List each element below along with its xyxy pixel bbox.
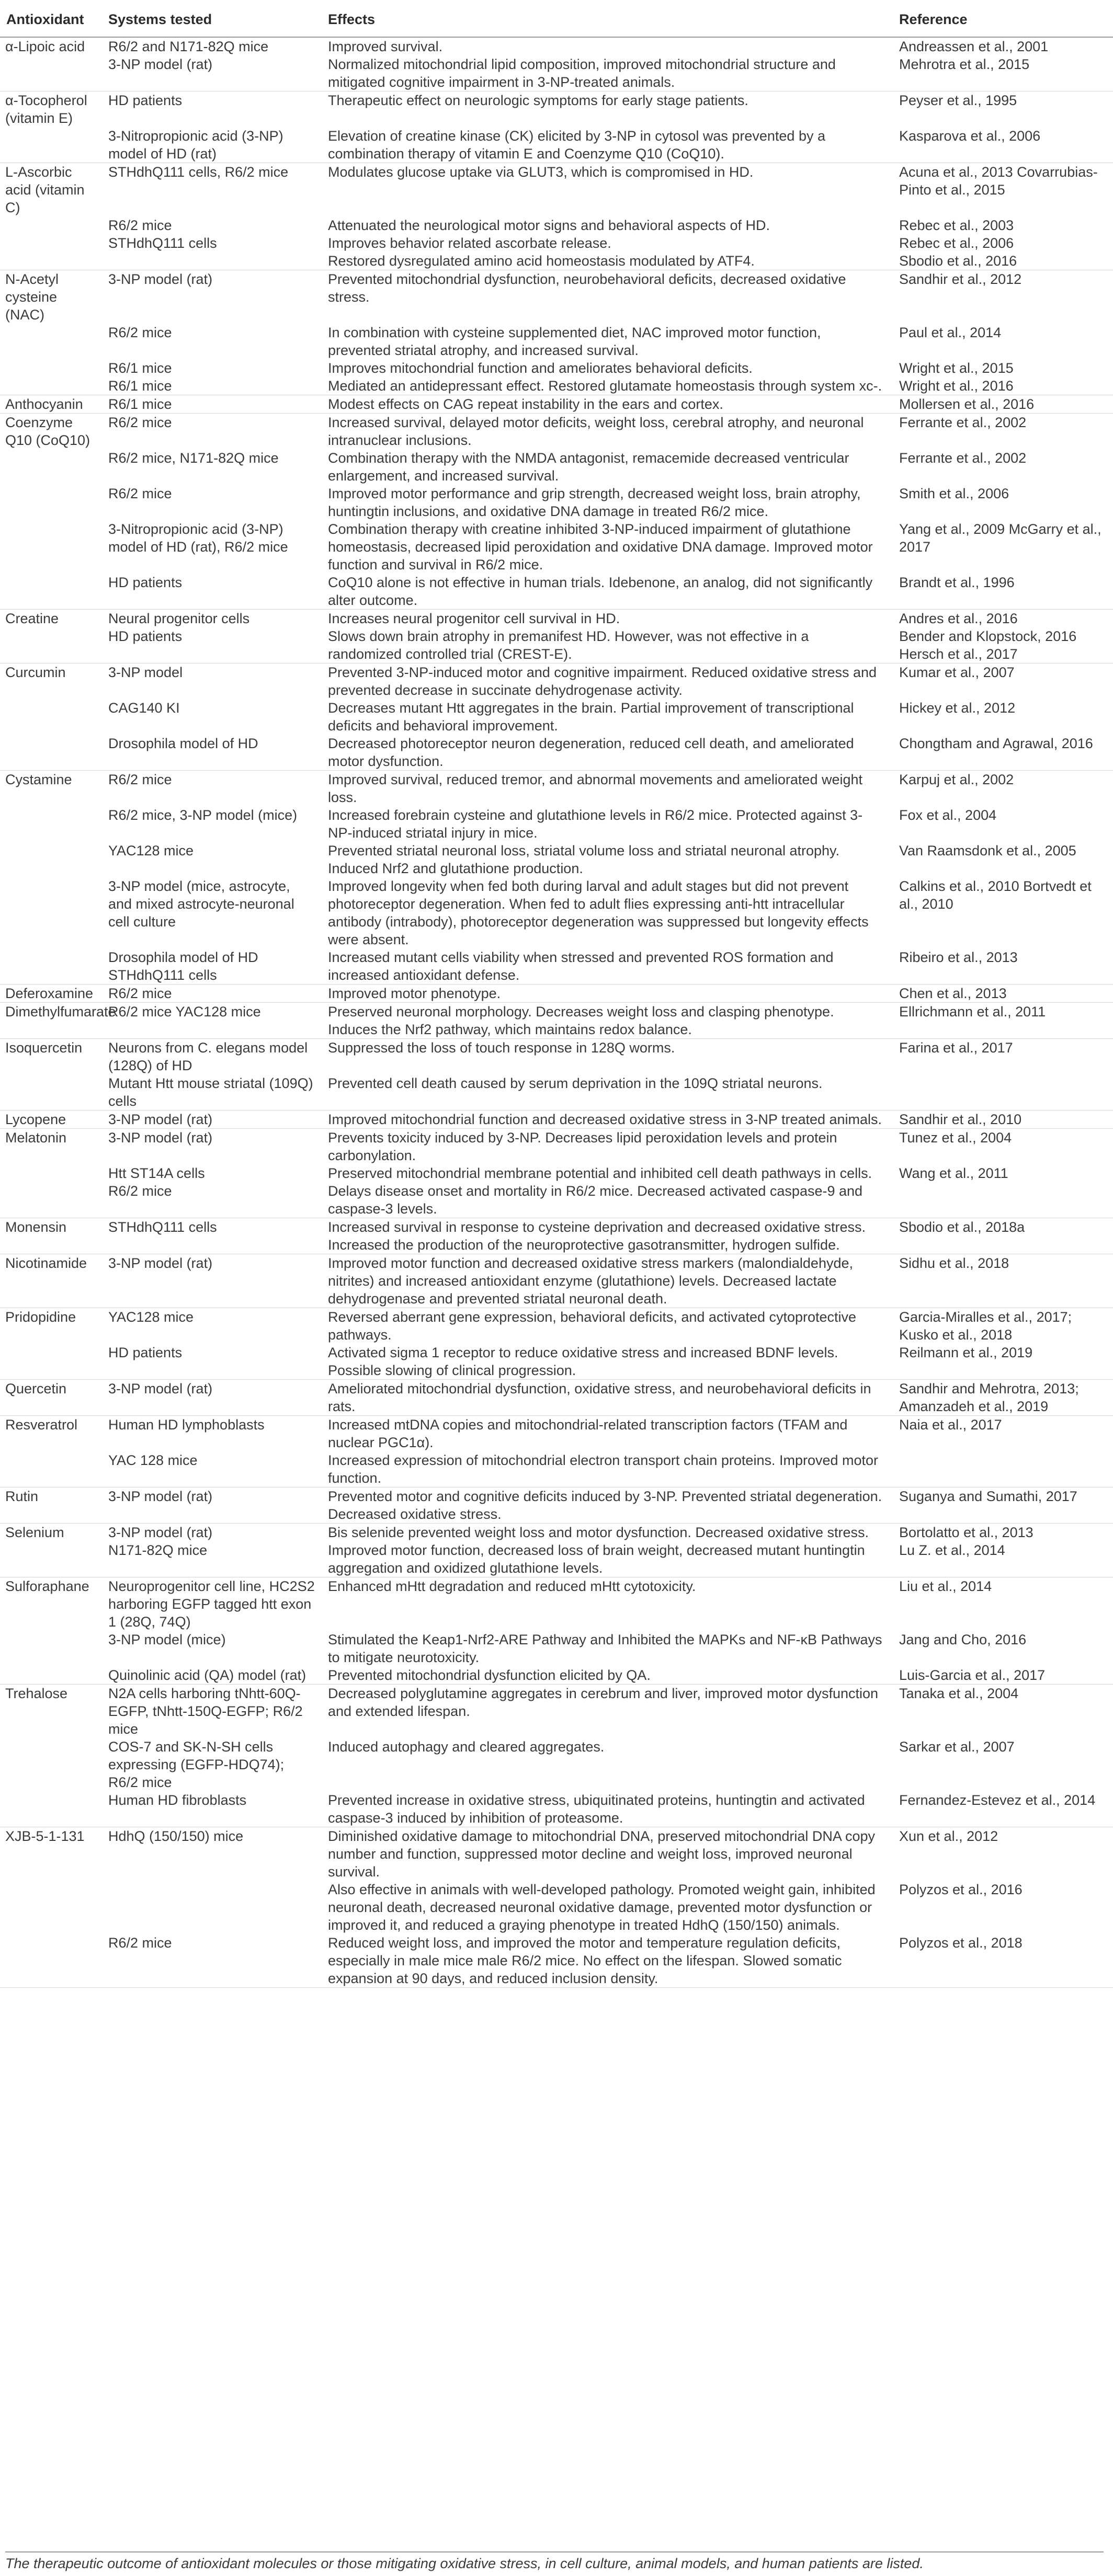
antioxidant-cell [0,1934,102,1988]
effects-cell: Reversed aberrant gene expression, behavioral deficits, and activated cytoprotective pathways. [328,1309,857,1343]
effects-cell: Decreased photoreceptor neuron degeneration, reduced cell death, and ameliorated motor dysfunction. [322,735,893,771]
effects-cell: Suppressed the loss of touch response in 128Q worms. [328,1040,675,1056]
effects-cell: Increased survival, delayed motor deficits, weight loss, cerebral atrophy, and neuronal intranuclear inclusions. [328,415,864,448]
reference-cell: Ferrante et al., 2002 [899,450,1027,466]
effects-cell: Attenuated the neurological motor signs and behavioral aspects of HD. [328,217,770,233]
effects-cell: Stimulated the Keap1-Nrf2-ARE Pathway and Inhibited the MAPKs and NF-κB Pathways to mitigate neurotoxicity. [328,1632,882,1665]
table-caption: The therapeutic outcome of antioxidant molecules or those mitigating oxidative stress, in cell culture, animal models, and human patients are listed. [5,2551,1104,2572]
systems-tested-cell [102,1881,322,1934]
effects-cell: Restored dysregulated amino acid homeostasis modulated by ATF4. [322,252,893,270]
systems-tested-cell: STHdhQ111 cells [102,1218,322,1254]
systems-tested-cell: R6/2 mice [102,1182,322,1218]
effects-cell: Bis selenide prevented weight loss and motor dysfunction. Decreased oxidative stress. [328,1525,869,1540]
table-row [0,1308,1113,1344]
effects-cell: Improved motor function and decreased oxidative stress markers (malondialdehyde, nitrites) and increased antioxidant enzyme (glutathione) levels. Decreased lactate dehydrogenase and prevented striatal neuronal death. [322,1254,893,1308]
antioxidant-cell: Quercetin [0,1380,102,1416]
antioxidant-cell: Sulforaphane [5,1578,89,1594]
effects-cell: Increased survival in response to cysteine deprivation and decreased oxidative stress. Increased the production of the neuroprotective gasotransmitter, hydrogen sulfide. [322,1218,893,1254]
antioxidant-cell [0,877,102,948]
effects-cell: Slows down brain atrophy in premanifest HD. However, was not effective in a randomized controlled trial (CREST-E). [322,627,893,663]
reference-cell [893,1451,1113,1487]
systems-tested-cell: R6/1 mice [108,360,172,376]
effects-cell: Also effective in animals with well-developed pathology. Promoted weight gain, inhibited neuronal death, decreased neuronal oxidative damage, prevented motor dysfunction or improved it, and reduced a graying phenotype in treated HdhQ (150/150) animals. [328,1882,876,1933]
antioxidant-cell: Monensin [0,1218,102,1254]
reference-cell: Sbodio et al., 2018a [893,1218,1113,1254]
systems-tested-cell: R6/2 mice [108,325,172,340]
systems-tested-cell: R6/2 mice, N171-82Q mice [108,450,279,466]
systems-tested-cell: N2A cells harboring tNhtt-60Q-EGFP, tNhtt-150Q-EGFP; R6/2 mice [108,1686,303,1737]
effects-cell: Diminished oxidative damage to mitochondrial DNA, preserved mitochondrial DNA copy number and function, suppressed motor decline and weight loss, improved neuronal survival. [328,1828,875,1880]
table-row [0,984,1113,1003]
effects-cell: Enhanced mHtt degradation and reduced mHtt cytotoxicity. [328,1578,696,1594]
effects-cell: Preserved neuronal morphology. Decreases weight loss and clasping phenotype. Induces the Nrf2 pathway, which maintains redox balance. [322,1003,893,1039]
antioxidant-cell: Melatonin [5,1130,67,1146]
systems-tested-cell: Human HD fibroblasts [102,1791,322,1827]
antioxidant-cell [0,1666,102,1685]
table-row [0,1487,1113,1524]
systems-tested-cell: R6/1 mice [102,395,322,414]
reference-cell: Hickey et al., 2012 [899,700,1016,716]
table-row [0,414,1113,450]
antioxidant-cell: N-Acetyl cysteine (NAC) [5,271,59,323]
antioxidant-cell: Selenium [5,1525,64,1540]
effects-cell: Prevented cell death caused by serum deprivation in the 109Q striatal neurons. [322,1074,893,1110]
antioxidant-cell: Nicotinamide [0,1254,102,1308]
effects-cell: Ameliorated mitochondrial dysfunction, oxidative stress, and neurobehavioral deficits in rats. [322,1380,893,1416]
effects-cell: Activated sigma 1 receptor to reduce oxidative stress and increased BDNF levels. Possible slowing of clinical progression. [322,1344,893,1380]
effects-cell: Prevented 3-NP-induced motor and cognitive impairment. Reduced oxidative stress and prevented decrease in succinate dehydrogenase activity. [328,665,877,698]
effects-cell: Mediated an antidepressant effect. Restored glutamate homeostasis through system xc-. [322,377,893,395]
systems-tested-cell: 3-NP model (rat) [108,1130,213,1146]
table-row [0,1791,1113,1827]
table-row [0,877,1113,948]
reference-cell: Sandhir and Mehrotra, 2013; Amanzadeh et al., 2019 [893,1380,1113,1416]
antioxidant-cell [0,1164,102,1182]
header-effects: Effects [322,3,893,37]
effects-cell: Modest effects on CAG repeat instability in the ears and cortex. [322,395,893,414]
systems-tested-cell: 3-NP model (mice) [108,1632,226,1647]
table-row [0,395,1113,414]
effects-cell: Increased mutant cells viability when stressed and prevented ROS formation and increased antioxidant defense. [322,948,893,984]
antioxidant-cell [0,520,102,574]
table-row [0,1524,1113,1542]
effects-cell: Prevented mitochondrial dysfunction elicited by QA. [322,1666,893,1685]
table-row [0,610,1113,628]
systems-tested-cell: Neural progenitor cells [108,611,250,626]
reference-cell: Andres et al., 2016 [899,611,1018,626]
table-row [0,627,1113,663]
reference-cell: Naia et al., 2017 [899,1417,1002,1433]
systems-tested-cell: 3-Nitropropionic acid (3-NP) model of HD (rat) [102,127,322,163]
antioxidant-cell [0,735,102,771]
systems-tested-cell: STHdhQ111 cells, R6/2 mice [108,164,289,180]
antioxidant-cell: Rutin [0,1487,102,1524]
reference-cell: Kumar et al., 2007 [899,665,1015,680]
table-row [0,252,1113,270]
effects-cell: Combination therapy with creatine inhibited 3-NP-induced impairment of glutathione homeostasis, decreased lipid peroxidation and oxidative DNA damage. Improved motor function and survival in R6/2 mice. [328,521,873,573]
effects-cell: Increases neural progenitor cell survival in HD. [328,611,620,626]
reference-cell: Liu et al., 2014 [899,1578,992,1594]
systems-tested-cell: COS-7 and SK-N-SH cells expressing (EGFP-HDQ74); R6/2 mice [108,1739,285,1790]
antioxidant-cell [0,252,102,270]
systems-tested-cell: YAC128 mice [108,1309,194,1325]
reference-cell: Wright et al., 2015 [899,360,1014,376]
systems-tested-cell: Neuroprogenitor cell line, HC2S2 harboring EGFP tagged htt exon 1 (28Q, 74Q) [108,1578,315,1630]
header-reference: Reference [893,3,1113,37]
systems-tested-cell: 3-NP model (rat) [102,1380,322,1416]
systems-tested-cell: 3-NP model (rat) [102,1110,322,1129]
systems-tested-cell: 3-NP model (mice, astrocyte, and mixed astrocyte-neuronal cell culture [108,878,294,930]
reference-cell: Karpuj et al., 2002 [899,772,1014,787]
antioxidant-cell [0,377,102,395]
antioxidant-table [0,3,1113,1988]
antioxidant-cell: L-Ascorbic acid (vitamin C) [5,164,85,215]
effects-cell: Improved longevity when fed both during larval and adult stages but did not prevent photoreceptor degeneration. When fed to adult flies expressing anti-htt intracellular antibody (intrabody), photoreceptor degeneration was suppressed but longevity effects were absent. [328,878,869,947]
table-header-row [0,3,1113,37]
table-row [0,485,1113,520]
antioxidant-cell [0,1881,102,1934]
reference-cell: Rebec et al., 2006 [899,235,1014,251]
systems-tested-cell: N171-82Q mice [102,1541,322,1577]
effects-cell: Improved survival. [328,39,443,54]
antioxidant-cell [0,1074,102,1110]
reference-cell: Van Raamsdonk et al., 2005 [899,843,1076,858]
reference-cell: Lu Z. et al., 2014 [893,1541,1113,1577]
effects-cell: Improved motor function, decreased loss of brain weight, decreased mutant huntingtin aggregation and oxidized glutathione levels. [322,1541,893,1577]
reference-cell: Ellrichmann et al., 2011 [893,1003,1113,1039]
systems-tested-cell: 3-NP model (rat) [102,55,322,91]
reference-cell: Polyzos et al., 2016 [899,1882,1023,1897]
table-row [0,1110,1113,1129]
table-row [0,699,1113,735]
antioxidant-cell: Deferoxamine [0,984,102,1003]
table-row [0,948,1113,984]
table-row [0,735,1113,771]
table-row [0,771,1113,807]
table-row [0,1182,1113,1218]
effects-cell: Therapeutic effect on neurologic symptoms for early stage patients. [328,93,748,108]
reference-cell: Chen et al., 2013 [893,984,1113,1003]
table-row [0,663,1113,700]
effects-cell: Improved motor phenotype. [322,984,893,1003]
systems-tested-cell: 3-NP model (rat) [108,271,213,287]
table-row [0,1380,1113,1416]
systems-tested-cell: Htt ST14A cells [108,1165,205,1181]
reference-cell: Ferrante et al., 2002 [899,415,1027,430]
reference-cell: Sidhu et al., 2018 [893,1254,1113,1308]
antioxidant-cell [0,234,102,252]
effects-cell: Modulates glucose uptake via GLUT3, which is compromised in HD. [328,164,754,180]
antioxidant-cell: Dimethylfumarate [0,1003,102,1039]
effects-cell: Elevation of creatine kinase (CK) elicited by 3-NP in cytosol was prevented by a combination therapy of vitamin E and Coenzyme Q10 (CoQ10). [322,127,893,163]
table-row [0,91,1113,128]
effects-cell: Prevented motor and cognitive deficits induced by 3-NP. Prevented striatal degeneration. Decreased oxidative stress. [322,1487,893,1524]
table-row [0,1074,1113,1110]
reference-cell: Sandhir et al., 2010 [893,1110,1113,1129]
table-row [0,37,1113,55]
systems-tested-cell: CAG140 KI [108,700,180,716]
antioxidant-cell: Anthocyanin [0,395,102,414]
effects-cell: In combination with cysteine supplemented diet, NAC improved motor function, prevented striatal atrophy, and increased survival. [328,325,821,358]
effects-cell: Decreases mutant Htt aggregates in the brain. Partial improvement of transcriptional deficits and behavioral improvement. [328,700,854,734]
reference-cell: Smith et al., 2006 [899,486,1009,501]
antioxidant-cell [0,324,102,359]
antioxidant-cell [0,359,102,377]
effects-cell: Combination therapy with the NMDA antagonist, remacemide decreased ventricular enlargement, and increased survival. [328,450,849,484]
systems-tested-cell: Quinolinic acid (QA) model (rat) [102,1666,322,1685]
reference-cell: Luis-Garcia et al., 2017 [893,1666,1113,1685]
table-row [0,1416,1113,1452]
reference-cell: Ribeiro et al., 2013 [893,948,1113,984]
effects-cell: Prevents toxicity induced by 3-NP. Decreases lipid peroxidation levels and protein carbonylation. [328,1130,837,1163]
table-row [0,1685,1113,1738]
antioxidant-cell [0,806,102,842]
antioxidant-cell [0,127,102,163]
antioxidant-cell: Pridopidine [5,1309,76,1325]
table-row [0,1541,1113,1577]
systems-tested-cell: Neurons from C. elegans model (128Q) of HD [108,1040,308,1073]
table-row [0,806,1113,842]
table-row [0,1934,1113,1988]
antioxidant-cell: Resveratrol [5,1417,78,1433]
antioxidant-cell [0,627,102,663]
table-row [0,234,1113,252]
systems-tested-cell [102,252,322,270]
systems-tested-cell: Drosophila model of HD [102,735,322,771]
reference-cell: Suganya and Sumathi, 2017 [893,1487,1113,1524]
systems-tested-cell: 3-NP model (rat) [102,1254,322,1308]
table-row [0,163,1113,217]
reference-cell: Mollersen et al., 2016 [893,395,1113,414]
table-row [0,1039,1113,1075]
effects-cell: Preserved mitochondrial membrane potential and inhibited cell death pathways in cells. [328,1165,872,1181]
antioxidant-cell [0,1182,102,1218]
antioxidant-cell [0,1631,102,1666]
reference-cell: Kasparova et al., 2006 [893,127,1113,163]
antioxidant-cell: Creatine [5,611,59,626]
effects-cell: Prevented striatal neuronal loss, striatal volume loss and striatal neuronal atrophy. Induced Nrf2 and glutathione production. [328,843,840,876]
antioxidant-cell: Curcumin [5,665,66,680]
table-row [0,520,1113,574]
antioxidant-cell: Cystamine [5,772,72,787]
reference-cell: Polyzos et al., 2018 [893,1934,1113,1988]
reference-cell: Acuna et al., 2013 Covarrubias-Pinto et al., 2015 [899,164,1098,198]
reference-cell: Fernandez-Estevez et al., 2014 [893,1791,1113,1827]
table-row [0,127,1113,163]
table-row [0,324,1113,359]
systems-tested-cell: R6/1 mice [102,377,322,395]
systems-tested-cell: YAC128 mice [108,843,194,858]
table-row [0,1577,1113,1631]
effects-cell: Increased expression of mitochondrial electron transport chain proteins. Improved motor function. [322,1451,893,1487]
reference-cell: Peyser et al., 1995 [899,93,1017,108]
systems-tested-cell: R6/2 mice [108,772,172,787]
reference-cell: Jang and Cho, 2016 [899,1632,1027,1647]
effects-cell: Prevented mitochondrial dysfunction, neurobehavioral deficits, decreased oxidative stress. [328,271,846,305]
table-row [0,216,1113,234]
table-row [0,574,1113,610]
antioxidant-cell [0,1451,102,1487]
reference-cell: Wang et al., 2011 [899,1165,1008,1181]
reference-cell: Sandhir et al., 2012 [899,271,1022,287]
reference-cell: Fox et al., 2004 [899,807,997,823]
table-row [0,55,1113,91]
antioxidant-cell: Coenzyme Q10 (CoQ10) [5,415,90,448]
systems-tested-cell: 3-Nitropropionic acid (3-NP) model of HD (rat), R6/2 mice [108,521,288,555]
antioxidant-cell [0,842,102,877]
table-row [0,1451,1113,1487]
table-row [0,1344,1113,1380]
systems-tested-cell: Mutant Htt mouse striatal (109Q) cells [102,1074,322,1110]
effects-cell: Improves behavior related ascorbate release. [328,235,611,251]
table-row [0,1254,1113,1308]
reference-cell: Wright et al., 2016 [893,377,1113,395]
effects-cell: CoQ10 alone is not effective in human trials. Idebenone, an analog, did not significantly alter outcome. [322,574,893,610]
systems-tested-cell: Drosophila model of HD STHdhQ111 cells [102,948,322,984]
header-antioxidant: Antioxidant [0,3,102,37]
reference-cell: Bender and Klopstock, 2016 Hersch et al., 2017 [893,627,1113,663]
antioxidant-cell [0,449,102,485]
systems-tested-cell: R6/2 mice [102,1934,322,1988]
systems-tested-cell: STHdhQ111 cells [108,235,217,251]
table-row [0,270,1113,324]
systems-tested-cell: Human HD lymphoblasts [108,1417,265,1433]
effects-cell: Decreased polyglutamine aggregates in cerebrum and liver, improved motor dysfunction and extended lifespan. [328,1686,879,1719]
effects-cell: Improves mitochondrial function and ameliorates behavioral deficits. [328,360,753,376]
reference-cell: Tunez et al., 2004 [899,1130,1012,1146]
systems-tested-cell: 3-NP model (rat) [102,1487,322,1524]
systems-tested-cell: HD patients [102,627,322,663]
effects-cell: Prevented increase in oxidative stress, ubiquitinated proteins, huntingtin and activated caspase-3 induced by inhibition of proteasome. [322,1791,893,1827]
table-body [0,37,1113,1988]
reference-cell: Garcia-Miralles et al., 2017; Kusko et al., 2018 [899,1309,1072,1343]
table-row [0,1738,1113,1791]
antioxidant-cell: Isoquercetin [5,1040,83,1056]
table-row [0,1666,1113,1685]
systems-tested-cell: 3-NP model [108,665,183,680]
systems-tested-cell: R6/2 mice YAC128 mice [102,1003,322,1039]
reference-cell: Yang et al., 2009 McGarry et al., 2017 [899,521,1101,555]
antioxidant-cell [0,216,102,234]
systems-tested-cell: 3-NP model (rat) [108,1525,213,1540]
effects-cell: Increased mtDNA copies and mitochondrial-related transcription factors (TFAM and nuclear PGC1α). [328,1417,848,1450]
systems-tested-cell: HdhQ (150/150) mice [108,1828,244,1844]
reference-cell: Reilmann et al., 2019 [893,1344,1113,1380]
effects-cell: Improved survival, reduced tremor, and abnormal movements and ameliorated weight loss. [328,772,863,805]
antioxidant-cell [0,699,102,735]
table-row [0,1218,1113,1254]
effects-cell: Improved mitochondrial function and decreased oxidative stress in 3-NP treated animals. [322,1110,893,1129]
antioxidant-cell [0,574,102,610]
table-row [0,1003,1113,1039]
reference-cell: Paul et al., 2014 [899,325,1002,340]
systems-tested-cell: R6/2 mice, 3-NP model (mice) [108,807,298,823]
antioxidant-cell: α-Lipoic acid [5,39,85,54]
table-row [0,1827,1113,1881]
table-row [0,842,1113,877]
antioxidant-cell [0,1738,102,1791]
systems-tested-cell: HD patients [108,93,183,108]
systems-tested-cell: YAC 128 mice [102,1451,322,1487]
effects-cell: Increased forebrain cysteine and glutathione levels in R6/2 mice. Protected against 3-NP-induced striatal injury in mice. [328,807,863,841]
table-row [0,377,1113,395]
table-row [0,359,1113,377]
effects-cell: Normalized mitochondrial lipid composition, improved mitochondrial structure and mitigated cognitive impairment in 3-NP-treated animals. [322,55,893,91]
systems-tested-cell: R6/2 mice [108,415,172,430]
reference-cell: Brandt et al., 1996 [893,574,1113,610]
reference-cell: Andreassen et al., 2001 [899,39,1049,54]
antioxidant-cell [0,55,102,91]
reference-cell: Calkins et al., 2010 Bortvedt et al., 2010 [899,878,1092,912]
reference-cell: Rebec et al., 2003 [899,217,1014,233]
reference-cell: Sbodio et al., 2016 [893,252,1113,270]
effects-cell: Improved motor performance and grip strength, decreased weight loss, brain atrophy, huntingtin inclusions, and oxidative DNA damage in treated R6/2 mice. [328,486,861,519]
systems-tested-cell: HD patients [102,574,322,610]
antioxidant-cell: α-Tocopherol (vitamin E) [5,93,87,126]
antioxidant-cell [0,485,102,520]
table-row [0,1631,1113,1666]
reference-cell: Mehrotra et al., 2015 [893,55,1113,91]
reference-cell: Chongtham and Agrawal, 2016 [893,735,1113,771]
reference-cell: Tanaka et al., 2004 [899,1686,1019,1701]
effects-cell: Delays disease onset and mortality in R6/2 mice. Decreased activated caspase-9 and caspase-3 levels. [322,1182,893,1218]
reference-cell: Sarkar et al., 2007 [899,1739,1015,1755]
table-row [0,1881,1113,1934]
antioxidant-cell: Trehalose [5,1686,68,1701]
reference-cell [893,1182,1113,1218]
antioxidant-cell [0,1344,102,1380]
table-row [0,1164,1113,1182]
effects-cell: Reduced weight loss, and improved the motor and temperature regulation deficits, especially in male mice male R6/2 mice. No effect on the lifespan. Slowed somatic expansion at 90 days, and reduced inclusion density. [322,1934,893,1988]
antioxidant-cell [0,1791,102,1827]
systems-tested-cell: HD patients [102,1344,322,1380]
reference-cell [893,1074,1113,1110]
systems-tested-cell: R6/2 mice [108,217,172,233]
systems-tested-cell: R6/2 and N171-82Q mice [108,39,269,54]
reference-cell: Bortolatto et al., 2013 [899,1525,1034,1540]
antioxidant-cell [0,948,102,984]
effects-cell: Induced autophagy and cleared aggregates. [328,1739,605,1755]
header-systems-tested: Systems tested [102,3,322,37]
reference-cell: Xun et al., 2012 [899,1828,998,1844]
systems-tested-cell: R6/2 mice [108,486,172,501]
table-row [0,449,1113,485]
antioxidant-cell: XJB-5-1-131 [5,1828,85,1844]
systems-tested-cell: R6/2 mice [102,984,322,1003]
antioxidant-cell: Lycopene [0,1110,102,1129]
reference-cell: Farina et al., 2017 [899,1040,1013,1056]
table-row [0,1129,1113,1165]
antioxidant-cell [0,1541,102,1577]
